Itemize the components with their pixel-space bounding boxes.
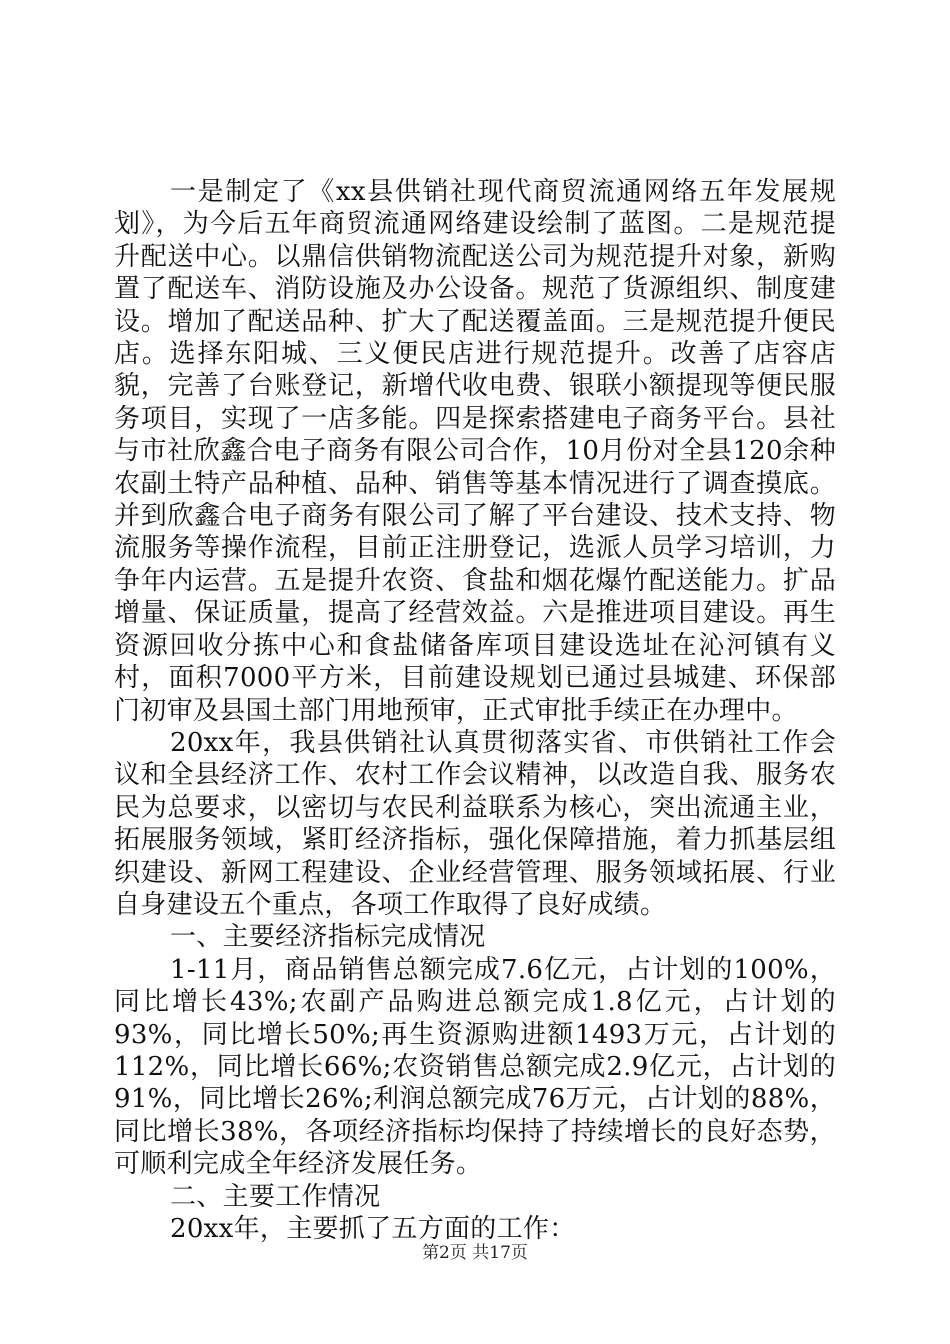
paragraph-work-intro: 20xx年，主要抓了五方面的工作： [170,1214,576,1244]
section-heading-work: 二、主要工作情况 [170,1181,381,1212]
document-body [114,176,836,1245]
section-heading-indicators: 一、主要经济指标完成情况 [170,922,486,953]
page-number-footer: 第2页 共17页 [422,1243,528,1263]
paragraph-annual-summary: 20xx年，我县供销社认真贯彻落实省、市供销社工作会议和全县经济工作、农村工作会议精神，以改造自我、服务农民为总要求，以密切与农民利益联系为核心，突出流通主业，拓展服务领域，紧盯经济指标，强化保障措施，着力抓基层组织建设、新网工程建设、企业经营管理、服务领域拓展、行业自身建设五个重点，各项工作取得了良好成绩。 [114,727,836,920]
paragraph-network-plan: 一是制定了《xx县供销社现代商贸流通网络五年发展规划》，为今后五年商贸流通网络建设绘制了蓝图。二是规范提升配送中心。以鼎信供销物流配送公司为规范提升对象，新购置了配送车、消防设施及办公设备。规范了货源组织、制度建设。增加了配送品种、扩大了配送覆盖面。三是规范提升便民店。选择东阳城、三义便民店进行规范提升。改善了店容店貌，完善了台账登记，新增代收电费、银联小额提现等便民服务项目，实现了一店多能。四是探索搭建电子商务平台。县社与市社欣鑫合电子商务有限公司合作，10月份对全县120余种农副土特产品种植、品种、销售等基本情况进行了调查摸底。并到欣鑫合电子商务有限公司了解了平台建设、技术支持、物流服务等操作流程，目前正注册登记，选派人员学习培训，力争年内运营。五是提升农资、食盐和烟花爆竹配送能力。扩品增量、保证质量，提高了经营效益。六是推进项目建设。再生资源回收分拣中心和食盐储备库项目建设选址在沁河镇有义村，面积7000平方米，目前建设规划已通过县城建、环保部门初审及县国土部门用地预审，正式审批手续正在办理中。 [114,177,836,726]
paragraph-indicators: 1-11月，商品销售总额完成7.6亿元，占计划的100%，同比增长43%;农副产品购进总额完成1.8亿元，占计划的93%，同比增长50%;再生资源购进额1493万元，占计划的112%，同比增长66%;农资销售总额完成2.9亿元，占计划的91%，同比增长26%;利润总额完成76万元，占计划的88%，同比增长38%，各项经济指标均保持了持续增长的良好态势，可顺利完成全年经济发展任务。 [114,954,836,1180]
